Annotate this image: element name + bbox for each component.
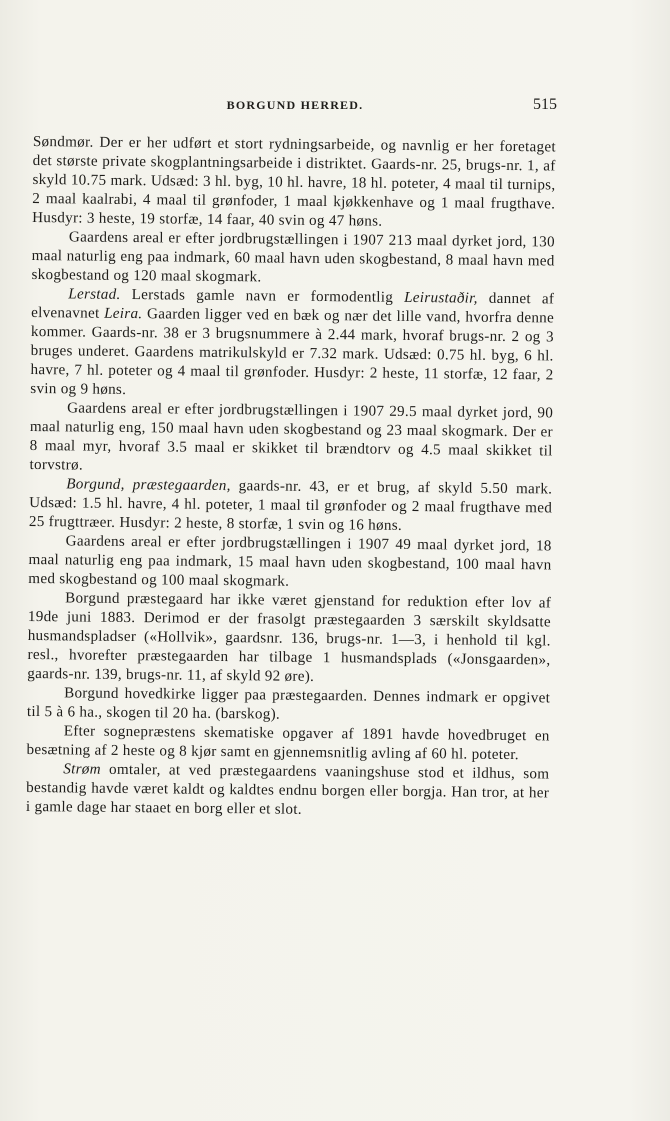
paragraph: [31, 228, 555, 290]
paragraph-text: dannet af elvenavnet: [31, 290, 555, 322]
paragraph: [32, 133, 556, 233]
paragraph: [29, 475, 553, 537]
running-title: BORGUND HERRED.: [226, 98, 364, 112]
paragraph: [29, 399, 553, 480]
farm-name-lerstad: Lerstad.: [68, 286, 121, 303]
paragraph: [26, 722, 549, 765]
paragraph-text: Søndmør. Der er her udført et stort rydningsarbeide, og navnlig er her foretaget det største private skogplantningsarbeide i distriktet. Gaards-nr. 25, brugs-nr. 1, af skyld 10.75 mark. Udsæd: 3 hl. byg, 10 hl. havre, 18 hl. poteter, 4 maal til turnips, 2 maal kaalrabi, 4 maal til grønfoder, 1 maal kjøkkenhave og 1 maal frugthave. Husdyr: 3 heste, 19 storfæ, 14 faar, 40 svin og 47 høns.: [32, 133, 556, 230]
paragraph: [27, 684, 550, 727]
paragraph-text: Efter sognepræstens skematiske opgaver af 1891 havde hovedbruget en besætning af 2 heste og 8 kjør samt en gjennemsnitlig avling af 60 hl. poteter.: [26, 723, 550, 764]
farm-name-borgund: Borgund, præstegaarden,: [66, 476, 231, 495]
paragraph-text: gaards-nr. 43, er et brug, af skyld 5.50 mark. Udsæd: 1.5 hl. havre, 4 hl. poteter, 1 maal til grønfoder og 2 maal frugthave med 25 frugttræer. Husdyr: 2 heste, 8 storfæ, 1 svin og 16 høns.: [28, 478, 553, 534]
paragraph: [30, 285, 554, 404]
body-text: [26, 133, 556, 822]
paragraph-text: Gaardens areal er efter jordbrugstællingen i 1907 213 maal dyrket jord, 130 maal naturlig eng paa indmark, 60 maal havn uden skogbestand, 8 maal havn med skogbestand og 120 maal skogmark.: [31, 229, 555, 286]
paragraph-text: Lerstads gamle navn er formodentlig: [120, 286, 405, 306]
paragraph: [26, 760, 550, 822]
running-header: [33, 98, 557, 120]
paragraph-text: Borgund hovedkirke ligger paa præstegaarden. Dennes indmark er opgivet til 5 à 6 ha., skogen til 20 ha. (barskog).: [26, 685, 551, 723]
river-name-leira: Leira.: [104, 305, 143, 323]
paragraph-text: Gaarden ligger ved en bæk og nær det lille vand, hvorfra denne kommer. Gaards-nr. 38 er 3 brugsnummere à 2.44 mark, hvoraf brugs-nr. 2 og 3 bruges underet. Gaardens matrikulskyld er 7.32 mark. Udsæd: 0.75 hl. byg, 6 hl. havre, 7 hl. poteter og 4 maal til grønfoder. Husdyr: 2 heste, 11 storfæ, 12 faar, 2 svin og 9 høns.: [30, 306, 555, 398]
paragraph-text: Gaardens areal er efter jordbrugstællingen i 1907 29.5 maal dyrket jord, 90 maal naturlig eng, 150 maal havn uden skogbestand og 23 maal skogmark. Der er 8 maal myr, hvoraf 3.5 maal er skikket til brændtorv og 4.5 maal skikket til torvstrø.: [29, 400, 554, 474]
paragraph: [28, 532, 552, 594]
paragraph-text: Gaardens areal er efter jordbrugstællingen i 1907 49 maal dyrket jord, 18 maal naturlig eng paa indmark, 15 maal havn uden skogbestand, 100 maal havn med skogbestand og 100 maal skogmark.: [28, 533, 552, 590]
old-name-leirustadir: Leirustaðir,: [404, 289, 478, 307]
paragraph-text: omtaler, at ved præstegaardens vaaningshuse stod et ildhus, som bestandig havde været kaldt og kaldtes endnu borgen eller borgja. Han tror, at her i gamle dage har staaet en borg eller et slot.: [25, 761, 550, 818]
paragraph-text: Borgund præstegaard har ikke været gjenstand for reduktion efter lov af 19de juni 1883. Derimod er der frasolgt præstegaarden 3 særskilt skyldsatte husmandspladser («Hollvik», gaardsnr. 136, brugs-nr. 1—3, i henhold til kgl. resl., hvorefter præstegaarden har tilbage 1 husmandsplads («Jonsgaarden», gaards-nr. 139, brugs-nr. 11, af skyld 92 øre).: [27, 590, 552, 685]
paragraph: [27, 589, 551, 689]
author-name-strom: Strøm: [63, 761, 101, 778]
page-number: 515: [533, 96, 557, 113]
